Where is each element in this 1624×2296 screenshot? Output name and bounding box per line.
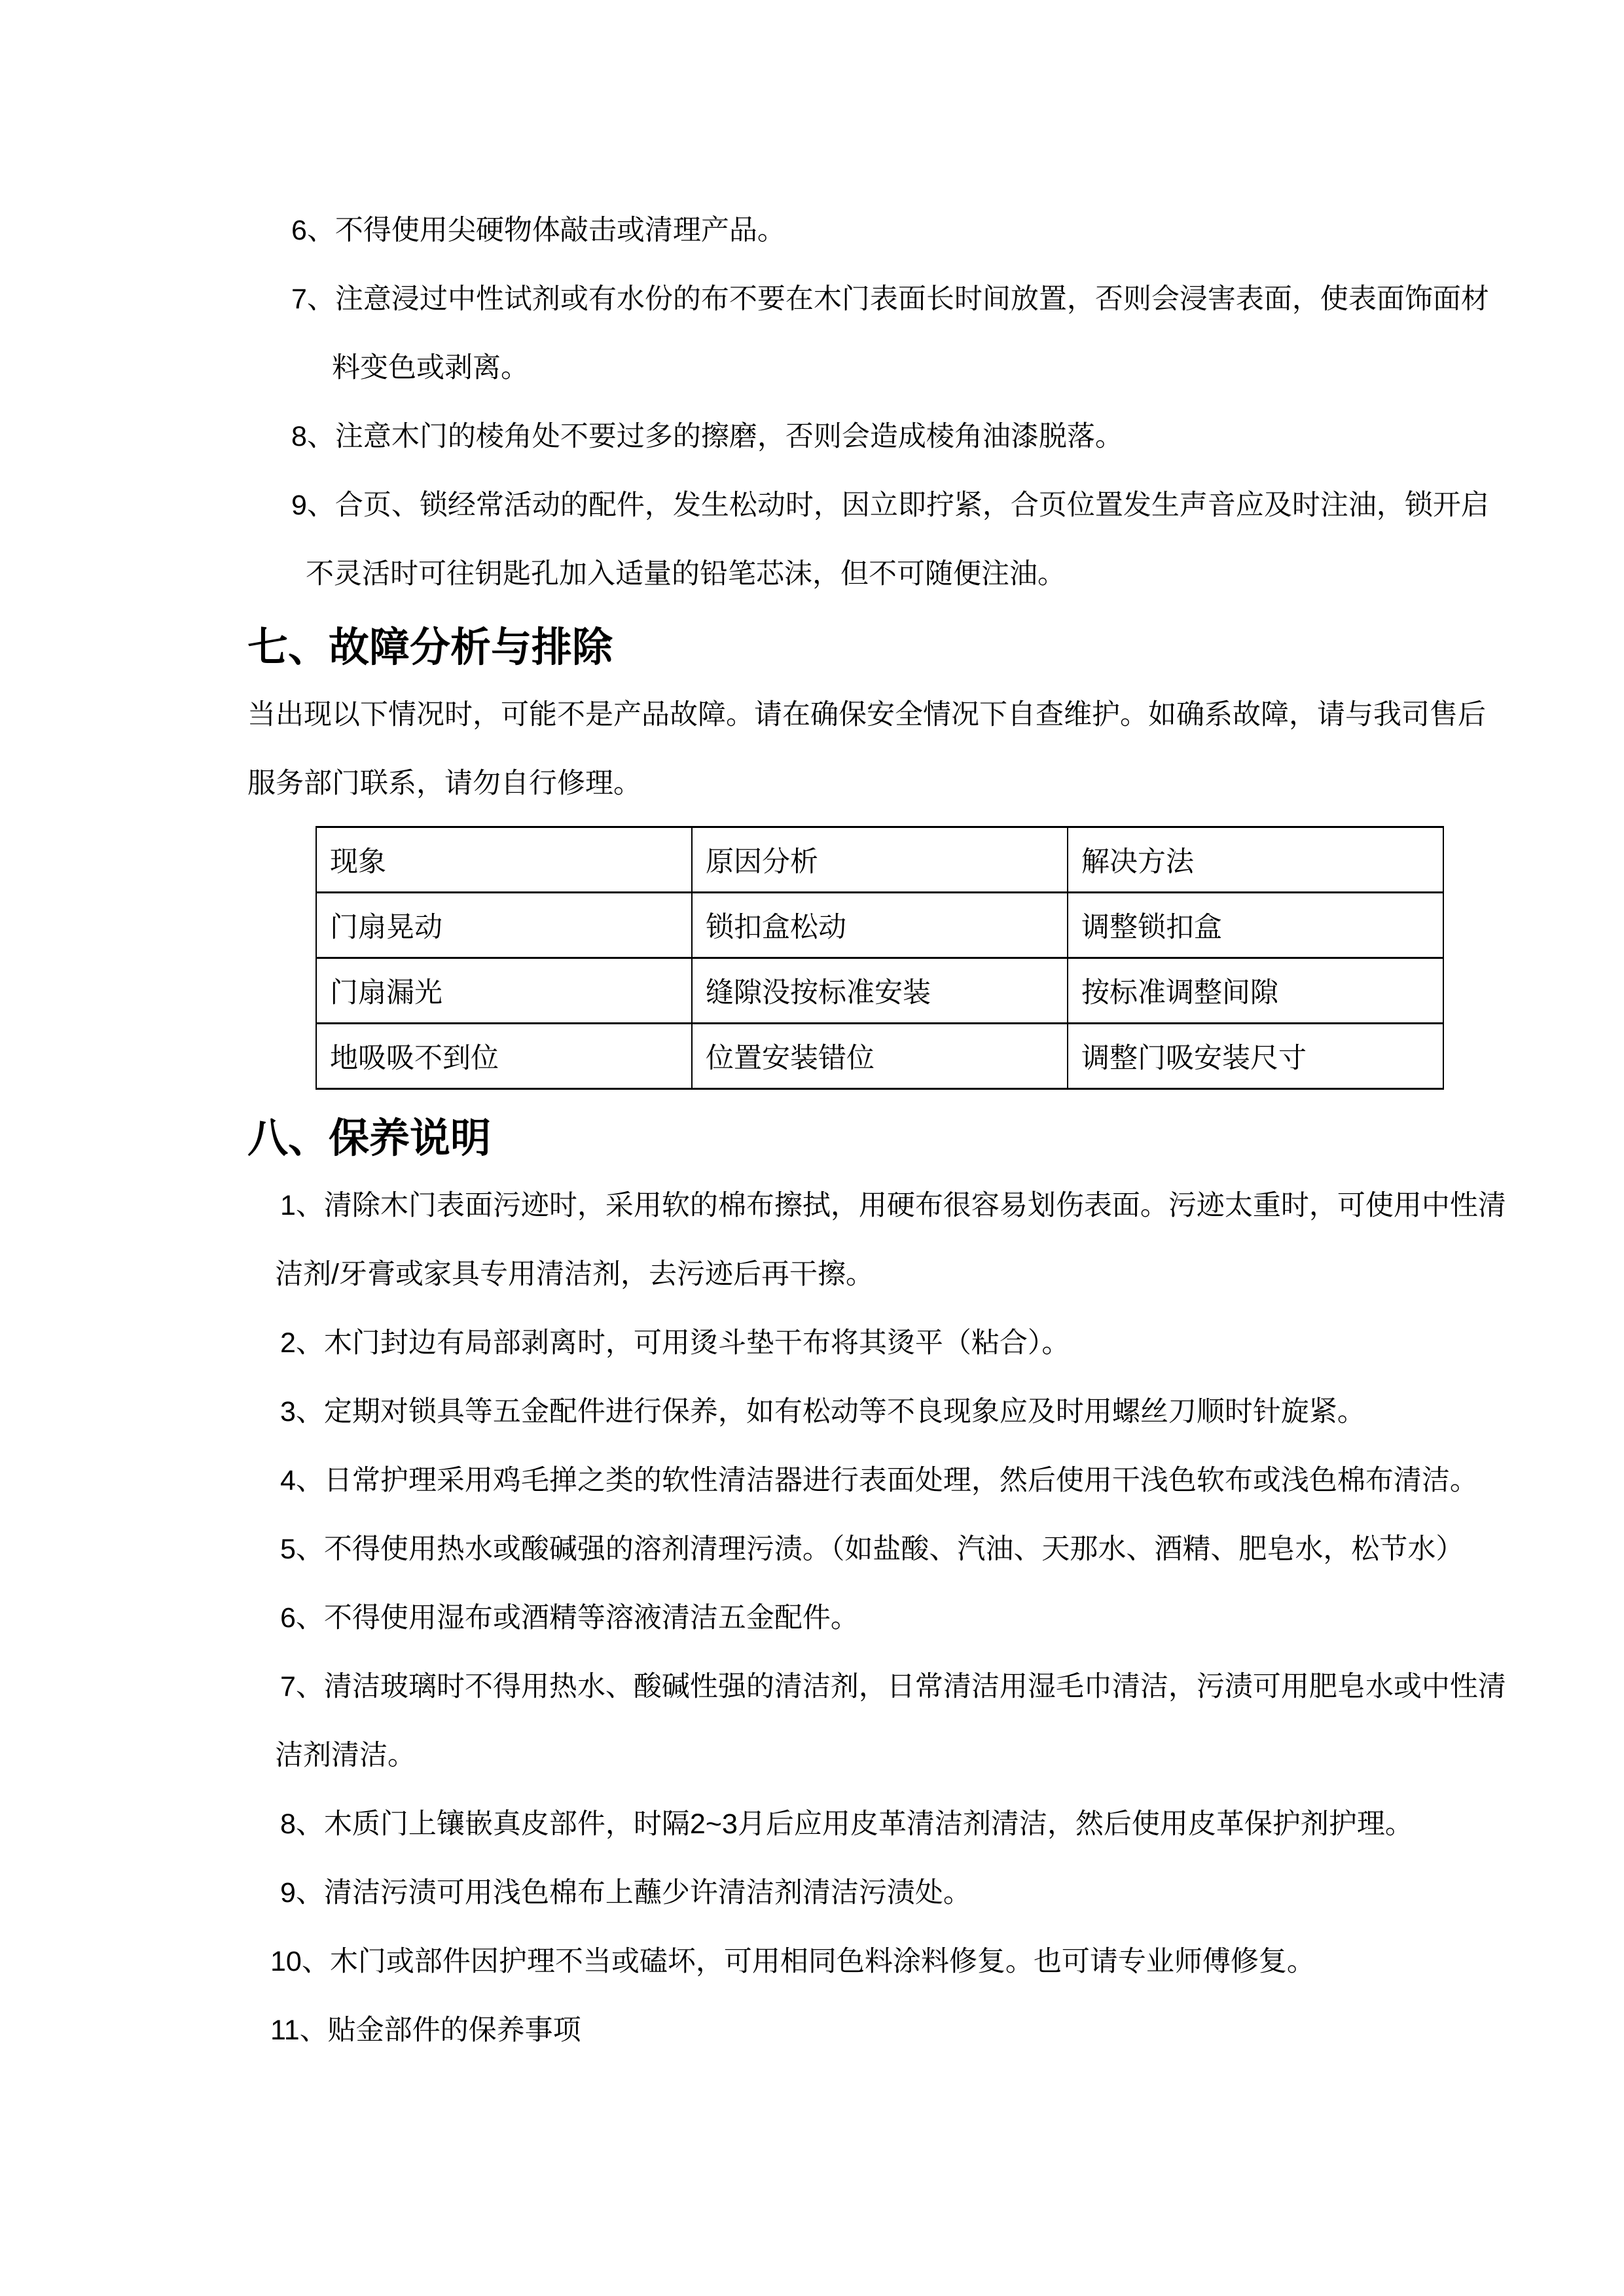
list-item-9-line-1: 9、合页、锁经常活动的配件，发生松动时，因立即拧紧，合页位置发生声音应及时注油，锁开启: [291, 490, 1489, 521]
section-heading-maintenance: 八、保养说明: [247, 1116, 492, 1161]
column-header-phenomenon: 现象: [316, 827, 692, 893]
intro-paragraph-line-1: 当出现以下情况时，可能不是产品故障。请在确保安全情况下自查维护。如确系故障，请与我司售后: [247, 699, 1486, 730]
maintenance-item-8: 8、木质门上镶嵌真皮部件，时隔2~3月后应用皮革清洁剂清洁，然后使用皮革保护剂护理。: [280, 1808, 1413, 1840]
table-row: [316, 893, 1443, 958]
maintenance-item-10: 10、木门或部件因护理不当或磕坏，可用相同色料涂料修复。也可请专业师傅修复。: [270, 1946, 1315, 1977]
maintenance-item-5: 5、不得使用热水或酸碱强的溶剂清理污渍。（如盐酸、汽油、天那水、酒精、肥皂水，松节水）: [280, 1534, 1464, 1565]
maintenance-item-2: 2、木门封边有局部剥离时，可用烫斗垫干布将其烫平（粘合）。: [280, 1327, 1070, 1359]
table-header-row: [316, 827, 1443, 893]
table-cell: 缝隙没按标准安装: [692, 958, 1068, 1024]
table-cell: 地吸吸不到位: [316, 1024, 692, 1089]
table-cell: 门扇漏光: [316, 958, 692, 1024]
maintenance-item-7-line-2: 洁剂清洁。: [275, 1740, 416, 1771]
maintenance-item-11: 11、贴金部件的保养事项: [270, 2015, 581, 2046]
section-heading-troubleshooting: 七、故障分析与排除: [247, 625, 613, 670]
list-item-9-line-2: 不灵活时可往钥匙孔加入适量的铅笔芯沫，但不可随便注油。: [306, 558, 1066, 590]
table-row: [316, 958, 1443, 1024]
intro-paragraph-line-2: 服务部门联系，请勿自行修理。: [247, 768, 641, 799]
list-item-7-line-2: 料变色或剥离。: [332, 352, 529, 384]
maintenance-item-9: 9、清洁污渍可用浅色棉布上蘸少许清洁剂清洁污渍处。: [280, 1877, 971, 1909]
table-cell: 门扇晃动: [316, 893, 692, 958]
list-item-8: 8、注意木门的棱角处不要过多的擦磨，否则会造成棱角油漆脱落。: [291, 421, 1123, 452]
maintenance-item-6: 6、不得使用湿布或酒精等溶液清洁五金配件。: [280, 1602, 859, 1634]
table-cell: 调整锁扣盒: [1068, 893, 1443, 958]
table-cell: 位置安装错位: [692, 1024, 1068, 1089]
maintenance-item-1-line-1: 1、清除木门表面污迹时，采用软的棉布擦拭，用硬布很容易划伤表面。污迹太重时，可使用中性清: [280, 1190, 1506, 1221]
maintenance-item-4: 4、日常护理采用鸡毛掸之类的软性清洁器进行表面处理，然后使用干浅色软布或浅色棉布清洁。: [280, 1465, 1478, 1496]
column-header-cause-analysis: 原因分析: [692, 827, 1068, 893]
column-header-solution: 解决方法: [1068, 827, 1443, 893]
table-cell: 锁扣盒松动: [692, 893, 1068, 958]
troubleshooting-table: [316, 826, 1444, 1090]
maintenance-item-1-line-2: 洁剂/牙膏或家具专用清洁剂，去污迹后再干擦。: [275, 1259, 874, 1290]
maintenance-item-3: 3、定期对锁具等五金配件进行保养，如有松动等不良现象应及时用螺丝刀顺时针旋紧。: [280, 1396, 1365, 1427]
table-cell: 按标准调整间隙: [1068, 958, 1443, 1024]
table-row: [316, 1024, 1443, 1089]
maintenance-item-7-line-1: 7、清洁玻璃时不得用热水、酸碱性强的清洁剂，日常清洁用湿毛巾清洁，污渍可用肥皂水或中性清: [280, 1671, 1506, 1702]
list-item-6: 6、不得使用尖硬物体敲击或清理产品。: [291, 215, 785, 246]
table-cell: 调整门吸安装尺寸: [1068, 1024, 1443, 1089]
list-item-7-line-1: 7、注意浸过中性试剂或有水份的布不要在木门表面长时间放置，否则会浸害表面，使表面饰面材: [291, 283, 1489, 315]
